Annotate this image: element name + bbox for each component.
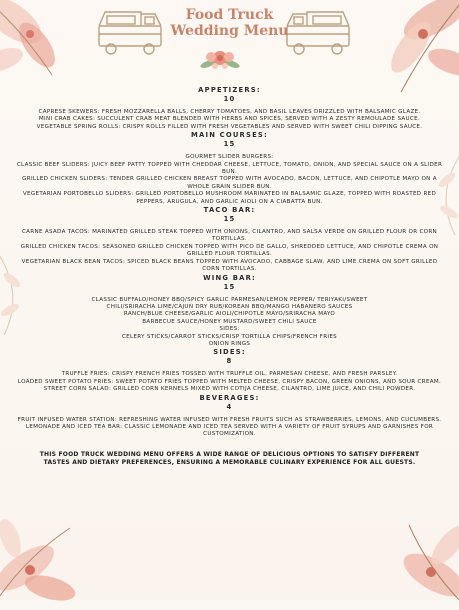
section-title: MAIN COURSES:: [191, 131, 268, 140]
menu-item: ONION RINGS: [208, 340, 251, 347]
menu-item: VEGETABLE SPRING ROLLS: CRISPY ROLLS FILLED WITH FRESH VEGETABLES AND SERVED WITH SWEET CHILI DIPPING SAUCE.: [36, 123, 423, 130]
menu-footer-note: THIS FOOD TRUCK WEDDING MENU OFFERS A WIDE RANGE OF DELICIOUS OPTIONS TO SATISFY DIFFERENT TASTES AND DIETARY PREFERENCES, ENSURING A MEMORABLE CULINARY EXPERIENCE FOR ALL GUESTS.: [39, 450, 420, 466]
section-appetizers: [8, 86, 451, 131]
menu-item: STREET CORN SALAD: GRILLED CORN KERNELS MIXED WITH COTIJA CHEESE, CILANTRO, LIME JUICE, AND CHILI POWDER.: [43, 386, 416, 393]
section-price: 10: [223, 95, 236, 103]
menu-title-line2: Wedding Menu: [170, 23, 289, 39]
menu-item: SIDES:: [219, 326, 240, 333]
floral-corner-bottom-left: [0, 498, 110, 608]
menu-item: LEMONADE AND ICED TEA BAR: CLASSIC LEMONADE AND ICED TEA SERVED WITH A VARIETY OF FRUIT SYRUPS AND GARNISHES FOR CUSTOMIZATION.: [25, 423, 434, 438]
section-price: 15: [223, 215, 236, 224]
menu-content: [8, 86, 451, 467]
floral-corner-bottom-right: [359, 510, 459, 610]
section-price: 15: [223, 282, 236, 291]
menu-item: GRILLED CHICKEN TACOS: SEASONED GRILLED CHICKEN TOPPED WITH PICO DE GALLO, SHREDDED LETTUCE, AND CHIPOTLE CREMA ON GRILLED FLOUR TORTILLAS.: [20, 243, 439, 258]
section-wing-bar: [8, 274, 451, 349]
menu-item: LOADED SWEET POTATO FRIES: SWEET POTATO FRIES TOPPED WITH MELTED CHEESE, CRISPY BACON, GREEN ONIONS, AND SOUR CREAM.: [17, 378, 442, 385]
flower-bouquet-icon: [198, 42, 242, 76]
section-main-courses: [8, 131, 451, 206]
menu-title-line1: Food Truck: [185, 7, 274, 23]
section-sides: [8, 348, 451, 393]
section-price: 4: [226, 402, 233, 411]
menu-item: MINI CRAB CAKES: SUCCULENT CRAB MEAT BLENDED WITH HERBS AND SPICES, SERVED WITH A ZESTY REMOULADE SAUCE.: [38, 116, 421, 123]
section-price: 15: [223, 140, 236, 149]
menu-item: CELERY STICKS/CARROT STICKS/CRISP TORTILLA CHIPS/FRENCH FRIES: [121, 333, 338, 340]
section-taco-bar: [8, 206, 451, 273]
section-title: TACO BAR:: [203, 206, 256, 215]
menu-item: TRUFFLE FRIES: CRISPY FRENCH FRIES TOSSED WITH TRUFFLE OIL, PARMESAN CHEESE, AND FRESH PARSLEY.: [61, 371, 398, 378]
menu-item: BARBECUE SAUCE/HONEY MUSTARD/SWEET CHILI SAUCE: [142, 318, 317, 325]
section-price: 8: [226, 357, 233, 366]
section-title: SIDES:: [213, 348, 246, 357]
menu-item: VEGETARIAN BLACK BEAN TACOS: SPICED BLACK BEANS TOPPED WITH AVOCADO, CABBAGE SLAW, AND LIME CREMA ON SOFT GRILLED CORN TORTILLAS.: [21, 258, 438, 273]
menu-item: VEGETARIAN PORTOBELLO SLIDERS: GRILLED PORTOBELLO MUSHROOM MARINATED IN BALSAMIC GLAZE, TOPPED WITH ROASTED RED PEPPERS, ARUGULA, AND GARLIC AIOLI ON A CIABATTA BUN.: [22, 191, 437, 205]
menu-item: CARNE ASADA TACOS: MARINATED GRILLED STEAK TOPPED WITH ONIONS, CILANTRO, AND SALSA VERDE ON GRILLED FLOUR OR CORN TORTILLAS.: [21, 229, 438, 243]
menu-item: GOURMET SLIDER BURGERS:: [185, 154, 274, 161]
section-title: WING BAR:: [203, 273, 256, 282]
menu-item: GRILLED CHICKEN SLIDERS: TENDER GRILLED CHICKEN BREAST TOPPED WITH AVOCADO, BACON, LETTUCE, AND CHIPOTLE MAYO ON A WHOLE GRAIN SLIDER BUN.: [22, 176, 437, 190]
section-title: BEVERAGES:: [199, 393, 260, 402]
section-title: APPETIZERS:: [198, 86, 261, 94]
menu-item: RANCH/BLUE CHEESE/GARLIC AIOLI/CHIPOTLE MAYO/SRIRACHA MAYO: [123, 311, 336, 318]
menu-item: CAPRESE SKEWERS: FRESH MOZZARELLA BALLS, CHERRY TOMATOES, AND BASIL LEAVES DRIZZLED WITH BALSAMIC GLAZE.: [38, 109, 421, 115]
menu-item: CLASSIC BEEF SLIDERS: JUICY BEEF PATTY TOPPED WITH CHEDDAR CHEESE, LETTUCE, TOMATO, ONION, AND SPECIAL SAUCE ON A SLIDER BUN.: [16, 161, 443, 176]
section-beverages: [8, 394, 451, 439]
menu-item: FRUIT INFUSED WATER STATION: REFRESHING WATER INFUSED WITH FRESH FRUITS SUCH AS STRAWBERRIES, LEMONS, AND CUCUMBERS.: [17, 416, 442, 423]
menu-item: CLASSIC BUFFALO/HONEY BBQ/SPICY GARLIC PARMESAN/LEMON PEPPER/ TERIYAKI/SWEET CHILI/SRIRACHA LIME/CAJUN DRY RUB/KOREAN BBQ/MANGO HABANERO SAUCES: [91, 296, 368, 310]
